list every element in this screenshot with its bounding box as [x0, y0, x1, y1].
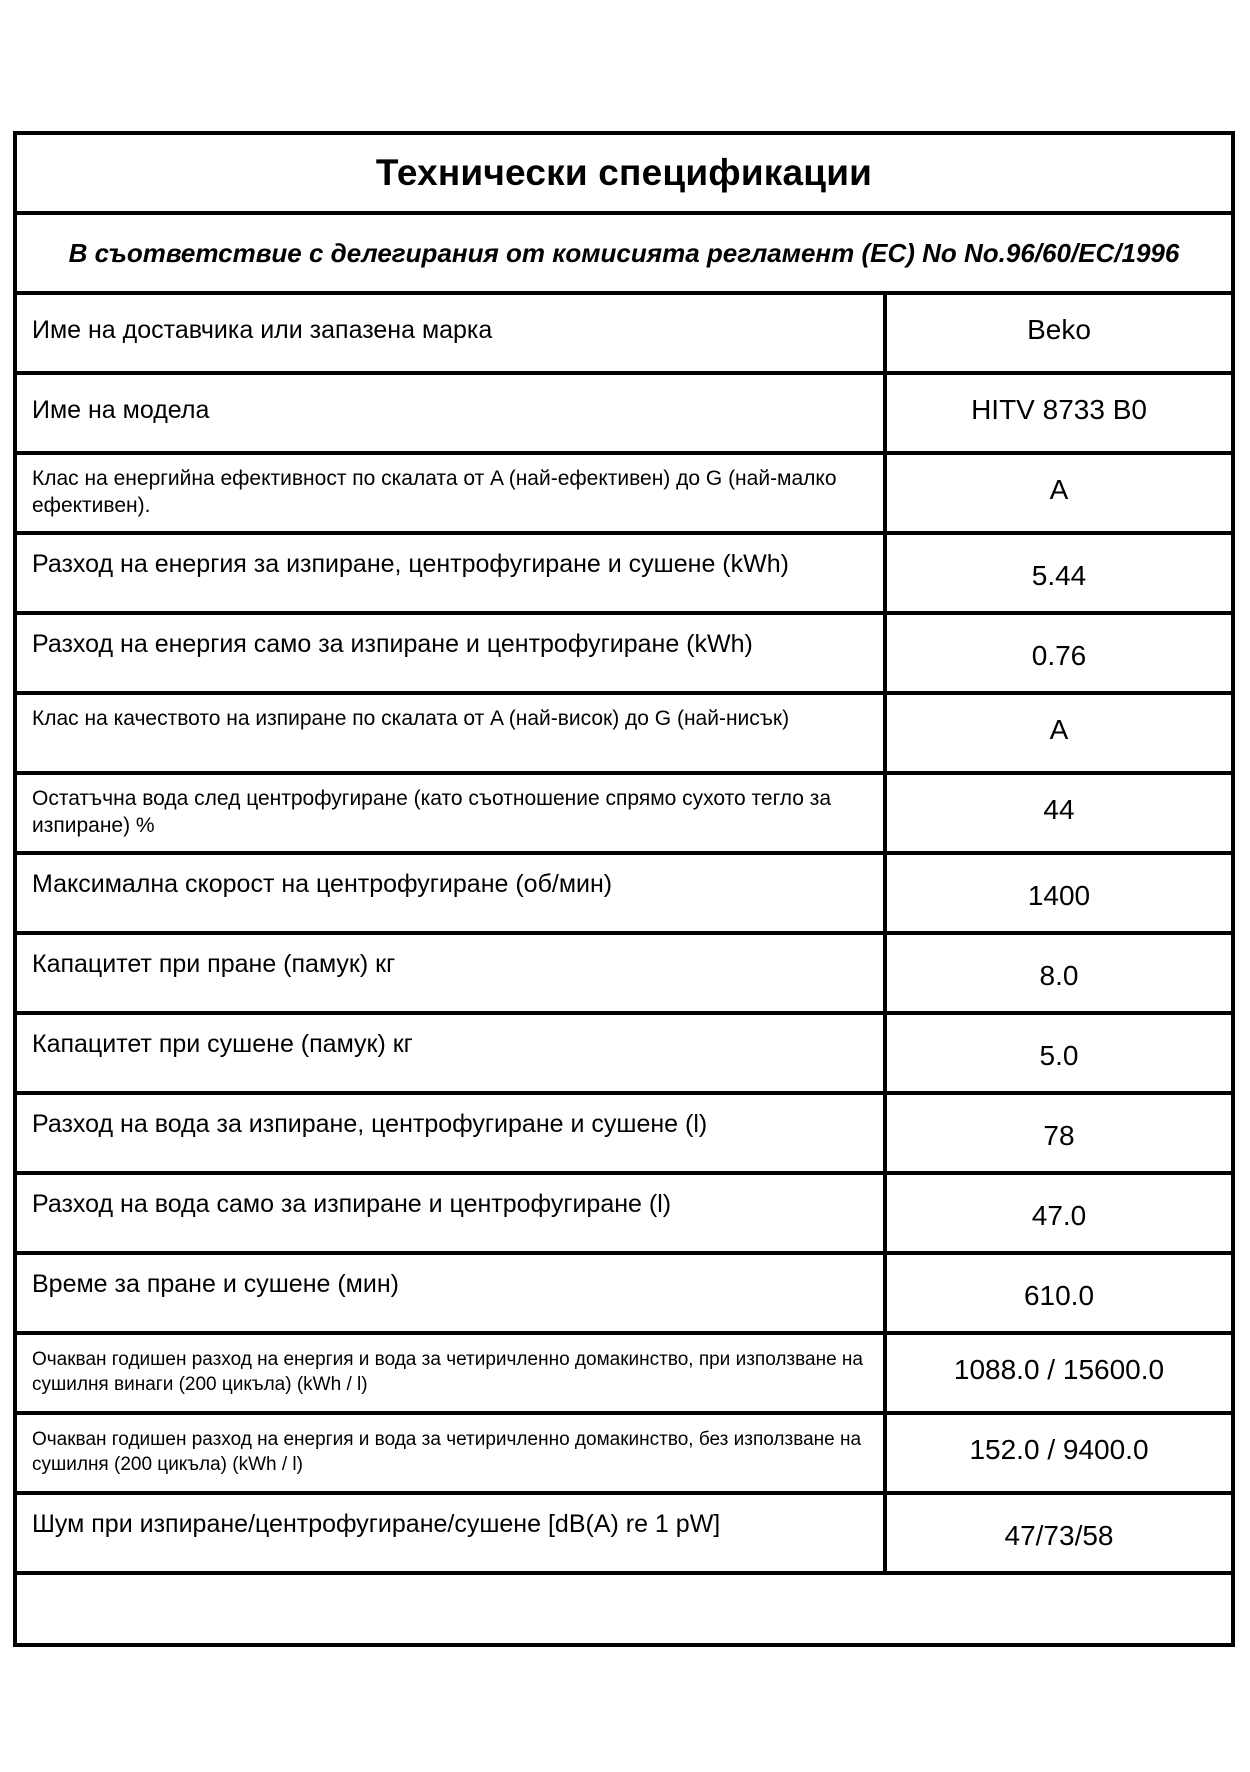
spec-label: Разход на вода за изпиране, центрофугиране и сушене (l) — [17, 1095, 887, 1171]
spec-table — [13, 131, 1235, 1647]
spec-value: 44 — [1043, 794, 1075, 825]
spec-label: Шум при изпиране/центрофугиране/сушене [dB(A) re 1 pW] — [17, 1495, 887, 1571]
spec-label: Максимална скорост на центрофугиране (об/мин) — [17, 855, 887, 931]
spec-label: Клас на качеството на изпиране по скалата от A (най-висок) до G (най-нисък) — [17, 695, 887, 771]
title-row — [17, 135, 1231, 215]
spec-row-annual-without-dryer — [17, 1415, 1231, 1495]
spec-label: Разход на енергия само за изпиране и центрофугиране (kWh) — [17, 615, 887, 691]
spec-row-wash-capacity — [17, 935, 1231, 1015]
spec-label: Разход на вода само за изпиране и центрофугиране (l) — [17, 1175, 887, 1251]
spec-row-water-wash — [17, 1175, 1231, 1255]
spec-row-annual-with-dryer — [17, 1335, 1231, 1415]
spec-row-noise — [17, 1495, 1231, 1575]
spec-value: 47/73/58 — [1004, 1520, 1114, 1551]
spec-value: 1400 — [1027, 880, 1091, 911]
spec-row-wash-dry-time — [17, 1255, 1231, 1335]
spec-value: 5.44 — [1031, 560, 1087, 591]
spec-label: Остатъчна вода след центрофугиране (като съотношение спрямо сухото тегло за изпиране) % — [17, 775, 887, 851]
regulation-subtitle: В съответствие с делегирания от комисията регламент (EC) No No.96/60/EC/1996 — [68, 237, 1180, 268]
spec-row-energy-wash — [17, 615, 1231, 695]
page-title: Технически спецификации — [375, 152, 873, 193]
spec-value: A — [1049, 474, 1069, 505]
spec-row-energy-wash-dry — [17, 535, 1231, 615]
spec-value: 5.0 — [1039, 1040, 1079, 1071]
spec-value: 152.0 / 9400.0 — [969, 1434, 1149, 1465]
spec-row-model — [17, 375, 1231, 455]
spec-value: A — [1049, 714, 1069, 745]
spec-label: Очакван годишен разход на енергия и вода за четиричленно домакинство, без използване на сушилня (200 цикъла) (kWh / l) — [17, 1415, 887, 1491]
spec-value: 78 — [1043, 1120, 1075, 1151]
spec-label: Име на доставчика или запазена марка — [17, 295, 887, 371]
spec-label: Очакван годишен разход на енергия и вода за четиричленно домакинство, при използване на сушилня винаги (200 цикъла) (kWh / l) — [17, 1335, 887, 1411]
spec-row-residual-water — [17, 775, 1231, 855]
spec-label: Капацитет при пране (памук) кг — [17, 935, 887, 1011]
spec-label: Име на модела — [17, 375, 887, 451]
spec-value: HITV 8733 B0 — [971, 394, 1147, 425]
spec-value: 0.76 — [1031, 640, 1087, 671]
spec-label: Време за пране и сушене (мин) — [17, 1255, 887, 1331]
empty-footer-row — [17, 1575, 1231, 1643]
spec-row-energy-class — [17, 455, 1231, 535]
spec-row-dry-capacity — [17, 1015, 1231, 1095]
spec-label: Капацитет при сушене (памук) кг — [17, 1015, 887, 1091]
spec-value: Beko — [1027, 314, 1091, 345]
spec-row-wash-quality — [17, 695, 1231, 775]
spec-value: 610.0 — [1023, 1280, 1095, 1311]
spec-row-spin-speed — [17, 855, 1231, 935]
spec-row-water-wash-dry — [17, 1095, 1231, 1175]
spec-row-supplier — [17, 295, 1231, 375]
spec-value: 47.0 — [1031, 1200, 1087, 1231]
spec-label: Разход на енергия за изпиране, центрофугиране и сушене (kWh) — [17, 535, 887, 611]
spec-value: 1088.0 / 15600.0 — [953, 1354, 1165, 1385]
subtitle-row — [17, 215, 1231, 295]
spec-label: Клас на енергийна ефективност по скалата от A (най-ефективен) до G (най-малко ефективен). — [17, 455, 887, 531]
spec-value: 8.0 — [1039, 960, 1079, 991]
